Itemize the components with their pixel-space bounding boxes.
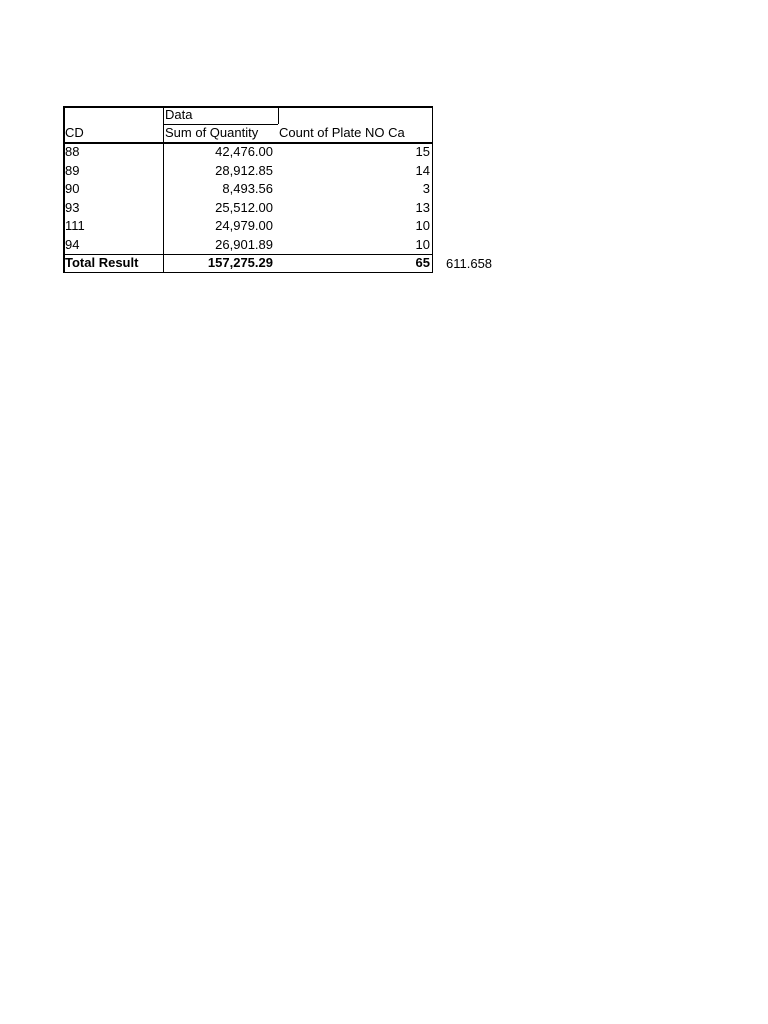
- total-label: Total Result: [65, 255, 139, 270]
- row-cd: 94: [65, 236, 80, 252]
- header-sum-quantity: Sum of Quantity: [165, 125, 259, 140]
- row-count: 10: [415, 236, 430, 252]
- table-border-right: [432, 106, 434, 273]
- row-count: 3: [422, 181, 430, 196]
- total-sum: 157,275.29: [207, 255, 273, 270]
- row-count: 15: [415, 144, 430, 159]
- header-cd: CD: [65, 125, 84, 140]
- row-cd: 89: [65, 162, 80, 178]
- row-sum: 28,912.85: [215, 162, 273, 178]
- row-cd: 90: [65, 181, 80, 196]
- header-count-plate: Count of Plate NO Ca: [279, 125, 405, 140]
- row-sum: 42,476.00: [215, 144, 273, 159]
- row-count: 14: [415, 162, 430, 178]
- data-field-label: Data: [165, 107, 193, 122]
- row-count: 13: [415, 199, 430, 215]
- row-sum: 25,512.00: [215, 199, 273, 215]
- row-cd: 93: [65, 199, 80, 215]
- data-header-right: [278, 106, 279, 124]
- row-cd: 111: [65, 218, 85, 233]
- pivot-table: [63, 106, 433, 273]
- row-sum: 24,979.00: [215, 218, 273, 233]
- row-sum: 8,493.56: [222, 181, 273, 196]
- total-count: 65: [415, 255, 430, 270]
- row-cd: 88: [65, 144, 80, 159]
- row-sum: 26,901.89: [215, 236, 273, 252]
- row-count: 10: [415, 218, 430, 233]
- side-value-cell: 611.658: [446, 256, 493, 271]
